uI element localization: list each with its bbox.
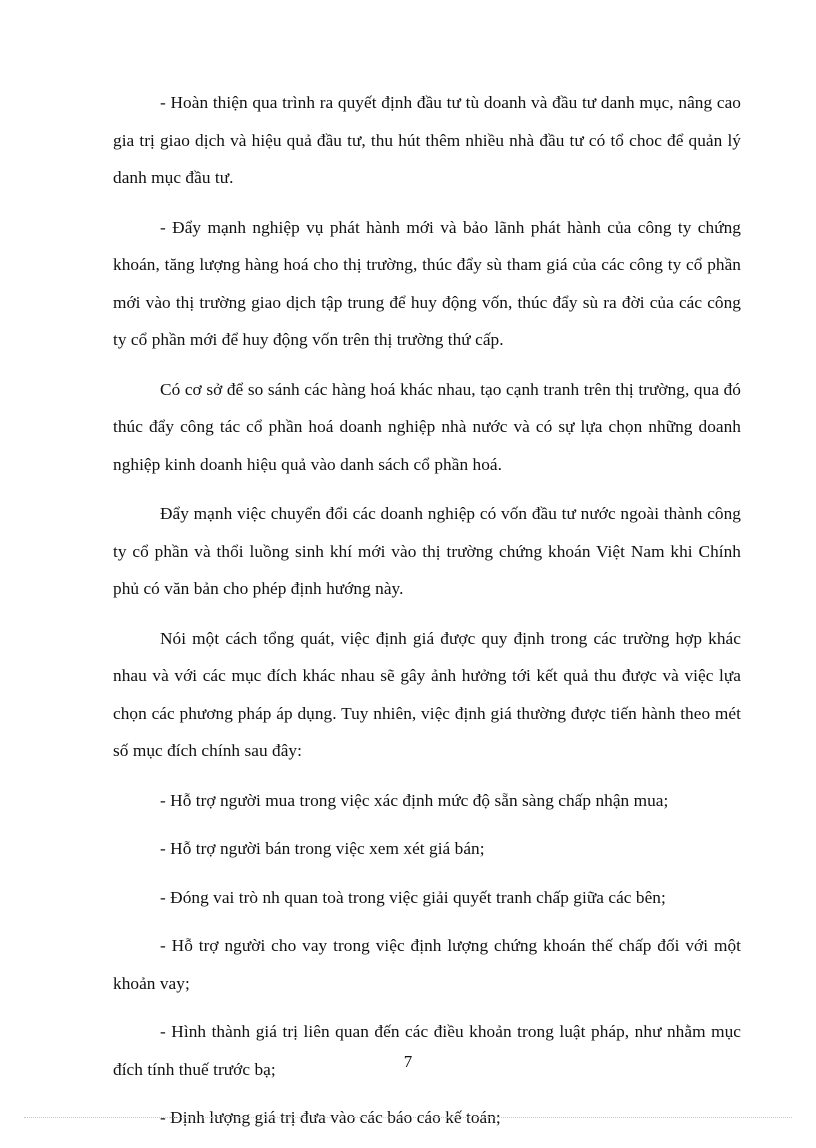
bullet-lender: - Hỗ trợ người cho vay trong việc định lượng chứng khoán thế chấp đối với một khoản vay; [113, 936, 741, 993]
bullet-buyer: - Hỗ trợ người mua trong việc xác định mức độ sẵn sàng chấp nhận mua; [160, 790, 669, 810]
paragraph-2: - Đẩy mạnh nghiệp vụ phát hành mới và bảo lãnh phát hành của công ty chứng khoán, tăng lượng hàng hoá cho thị trường, thúc đẩy sù tham giá của các công ty cổ phần mới vào thị trường giao dịch tập trung để huy động vốn, thúc đẩy sù ra đời của các công ty cổ phần mới để huy động vốn trên thị trường thứ cấp. [113, 217, 741, 349]
paragraph-5: Nói một cách tổng quát, việc định giá được quy định trong các trường hợp khác nhau và với các mục đích khác nhau sẽ gây ảnh hưởng tới kết quả thu được và việc lựa chọn các phương pháp áp dụng. Tuy nhiên, việc định giá thường được tiến hành theo mét số mục đích chính sau đây: [113, 628, 741, 760]
paragraph-3: Có cơ sở để so sánh các hàng hoá khác nhau, tạo cạnh tranh trên thị trường, qua đó thúc đẩy công tác cổ phần hoá doanh nghiệp nhà nước và có sự lựa chọn những doanh nghiệp kinh doanh hiệu quả vào danh sách cổ phần hoá. [113, 379, 741, 474]
paragraph-1: - Hoàn thiện qua trình ra quyết định đầu tư tù doanh và đầu tư danh mục, nâng cao gia trị giao dịch và hiệu quả đầu tư, thu hút thêm nhiều nhà đầu tư có tổ choc để quản lý danh mục đầu tư. [113, 93, 741, 187]
page-bottom-divider [24, 1117, 792, 1118]
bullet-seller: - Hỗ trợ người bán trong việc xem xét giá bán; [160, 839, 485, 858]
bullet-accounting: - Định lượng giá trị đưa vào các báo cáo kế toán; [160, 1108, 501, 1127]
document-body [113, 84, 741, 1148]
bullet-arbiter: - Đóng vai trò nh quan toà trong việc giải quyết tranh chấp giữa các bên; [160, 887, 666, 907]
bullet-legal: - Hình thành giá trị liên quan đến các điều khoản trong luật pháp, như nhằm mục đích tính thuế trước bạ; [113, 1022, 741, 1079]
paragraph-4: Đẩy mạnh việc chuyển đổi các doanh nghiệp có vốn đầu tư nước ngoài thành công ty cổ phần và thổi luồng sinh khí mới vào thị trường chứng khoán Việt Nam khi Chính phủ có văn bản cho phép định hướng này. [113, 504, 741, 598]
page-number: 7 [403, 1052, 413, 1071]
